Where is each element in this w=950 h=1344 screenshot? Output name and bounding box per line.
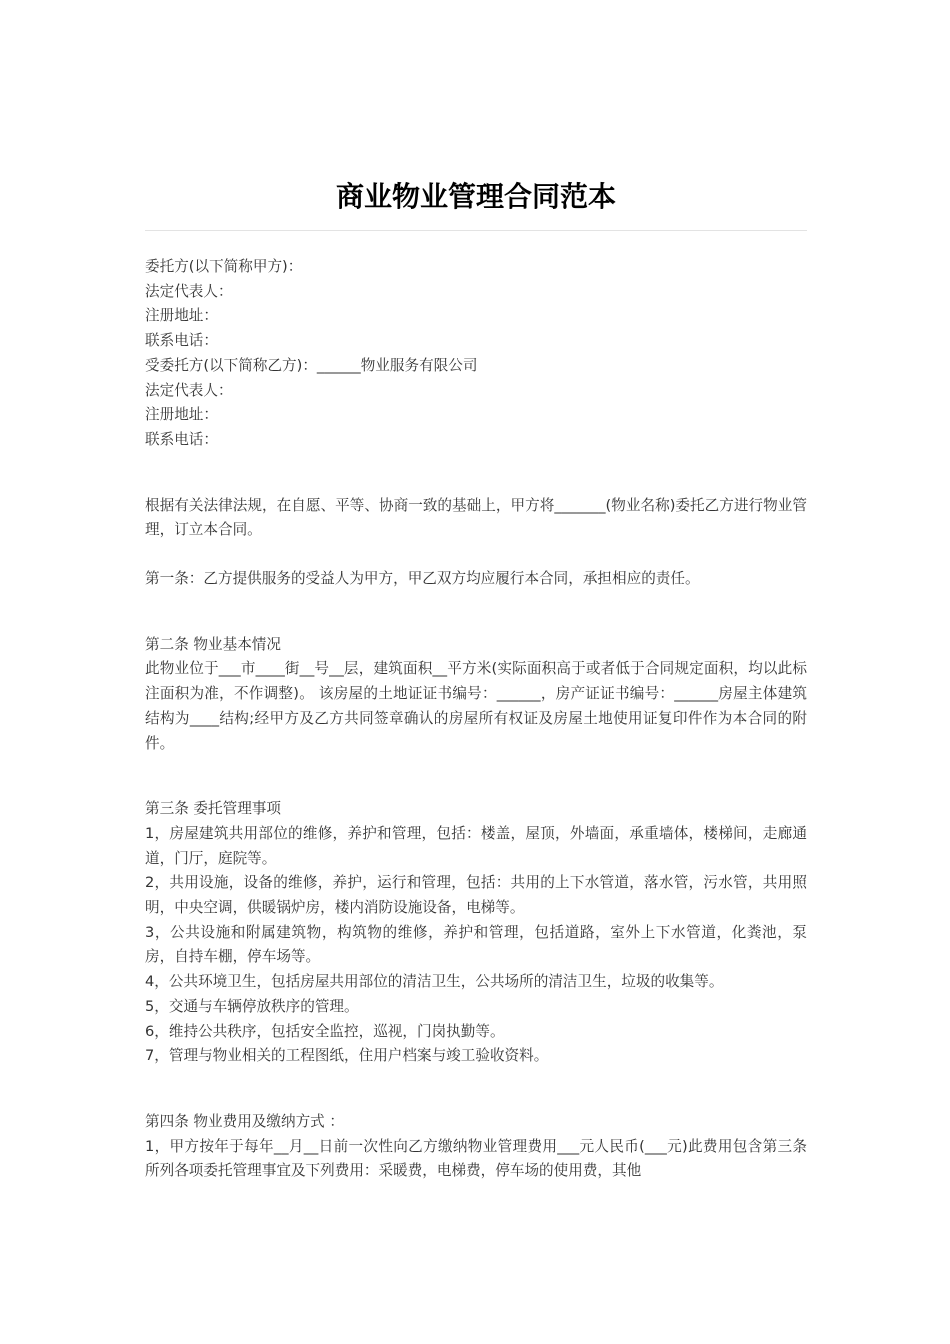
- client-address-line: 注册地址：: [145, 307, 218, 325]
- client-phone-line: 联系电话：: [145, 332, 218, 350]
- article-3-item: 2，共用设施，设备的维修，养护，运行和管理，包括：共用的上下水管道，落水管，污水管，共用照明，中央空调，供暖锅炉房，楼内消防设施设备，电梯等。: [145, 874, 807, 917]
- contractor-legal-rep-line: 法定代表人：: [145, 381, 233, 399]
- article-1: 第一条：乙方提供服务的受益人为甲方，甲乙双方均应履行本合同，承担相应的责任。: [145, 570, 700, 588]
- article-4: [145, 1110, 807, 1184]
- article-3-item: 4，公共环境卫生，包括房屋共用部位的清洁卫生，公共场所的清洁卫生，垃圾的收集等。: [145, 973, 724, 991]
- article-3-heading: 第三条 委托管理事项: [145, 800, 281, 818]
- article-2-heading: 第二条 物业基本情况: [145, 635, 281, 653]
- article-2: [145, 633, 807, 757]
- contractor-phone-line: 联系电话：: [145, 430, 218, 448]
- party-info: [145, 255, 807, 453]
- title-divider: [145, 230, 807, 231]
- client-line: 委托方(以下简称甲方)：: [145, 258, 303, 275]
- article-3-item: 6，维持公共秩序，包括安全监控，巡视，门岗执勤等。: [145, 1022, 505, 1040]
- article-3-item: 5，交通与车辆停放秩序的管理。: [145, 997, 359, 1015]
- article-4-item: 1，甲方按年于每年__月__日前一次性向乙方缴纳物业管理费用___元人民币(___元)此费用包含第三条所列各项委托管理事宜及下列费用：采暖费，电梯费，停车场的使用费，其他: [145, 1137, 807, 1180]
- article-3-item: 1，房屋建筑共用部位的维修，养护和管理，包括：楼盖，屋顶，外墙面，承重墙体，楼梯间，走廊通道，门厅，庭院等。: [145, 824, 807, 867]
- article-3: [145, 797, 807, 1069]
- article-3-item: 3，公共设施和附属建筑物，构筑物的维修，养护和管理，包括道路，室外上下水管道，化粪池，泵房，自持车棚，停车场等。: [145, 923, 807, 966]
- contract-page: [145, 170, 807, 1184]
- article-3-item: 7，管理与物业相关的工程图纸，住用户档案与竣工验收资料。: [145, 1047, 549, 1065]
- client-legal-rep-line: 法定代表人：: [145, 282, 233, 300]
- document-title: 商业物业管理合同范本: [335, 180, 616, 213]
- article-2-body: 此物业位于___市____街__号__层，建筑面积__平方米(实际面积高于或者低于合同规定面积，均以此标注面积为准，不作调整)。 该房屋的土地证证书编号：______，房产证证书编号：______房屋主体建筑结构为____结构;经甲方及乙方共同签章确认的房屋所有权证及房屋土地使用证复印件作为本合同的附件。: [145, 660, 807, 752]
- intro-paragraph: 根据有关法律法规，在自愿、平等、协商一致的基础上，甲方将_______(物业名称)委托乙方进行物业管理，订立本合同。: [145, 496, 807, 539]
- contractor-line: 受委托方(以下简称乙方)：______物业服务有限公司: [145, 356, 478, 374]
- article-4-heading: 第四条 物业费用及缴纳方式 ：: [145, 1112, 344, 1130]
- contractor-address-line: 注册地址：: [145, 406, 218, 424]
